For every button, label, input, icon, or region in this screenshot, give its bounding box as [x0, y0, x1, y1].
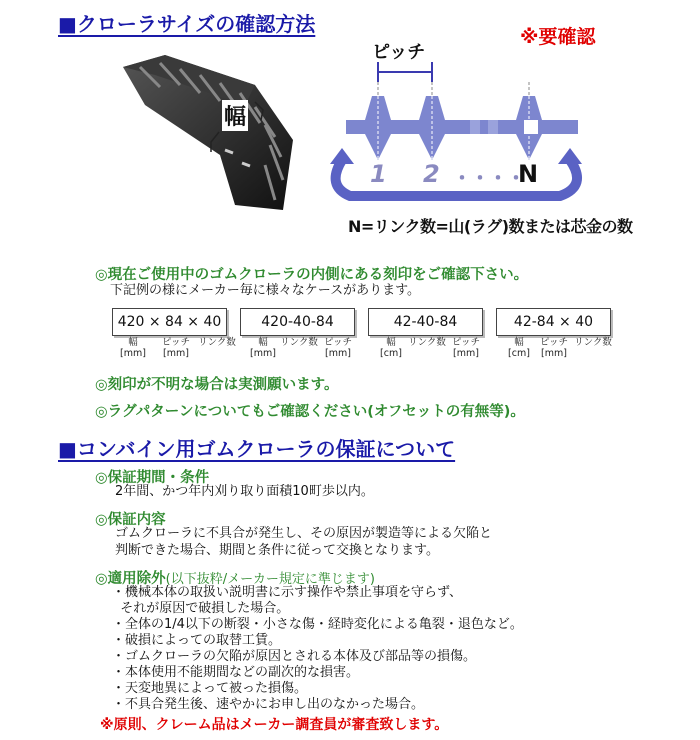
counter-n: N: [518, 160, 539, 188]
example-caption: ピッチ [mm]: [161, 337, 191, 359]
warranty-period-text: 2年間、かつ年内刈り取り面積10町歩以内。: [115, 484, 374, 499]
notice-heading: ◎現在ご使用中のゴムクローラの内側にある刻印をご確認下さい。: [95, 267, 529, 283]
notice-sub: 下記例の様にメーカー毎に様々なケースがあります。: [110, 283, 421, 298]
example-caption: リンク数: [574, 337, 612, 348]
example-caption: 幅 [cm]: [380, 337, 402, 359]
warranty-period-heading: ◎保証期間・条件: [95, 470, 210, 486]
example-caption: 幅 [mm]: [120, 337, 146, 359]
example-caption: ピッチ [mm]: [323, 337, 353, 359]
exclusion-item: ・機械本体の取扱い説明書に示す操作や禁止事項を守らず、: [112, 585, 462, 600]
example-box-4: 42-84 × 40: [496, 308, 611, 336]
exclusion-heading-text: ◎適用除外: [95, 571, 166, 587]
example-box-2: 420-40-84: [240, 308, 355, 336]
counter-1: 1: [370, 160, 387, 188]
confirm-badge: ※要確認: [520, 26, 596, 48]
counter-2: 2: [423, 160, 440, 188]
example-caption: ピッチ [mm]: [539, 337, 569, 359]
exclusion-item: ・本体使用不能期間などの副次的な損害。: [112, 665, 360, 680]
exclusion-heading-sub: (以下抜粋/メーカー規定に準じます): [165, 572, 375, 587]
closing-note: ※原則、クレーム品はメーカー調査員が審査致します。: [100, 717, 449, 733]
note-lug-pattern: ◎ラグパターンについてもご確認ください(オフセットの有無等)。: [95, 404, 525, 420]
pitch-label: ピッチ: [372, 42, 426, 63]
section1-title: ■クローラサイズの確認方法: [58, 12, 316, 36]
example-caption: ピッチ [mm]: [451, 337, 481, 359]
link-count-formula: N=リンク数=山(ラグ)数または芯金の数: [348, 217, 633, 236]
example-caption: リンク数: [280, 337, 318, 348]
counter-dots: ・・・・: [452, 166, 524, 190]
example-caption: 幅 [cm]: [508, 337, 530, 359]
warranty-content-heading: ◎保証内容: [95, 512, 166, 528]
section2-title: ■コンバイン用ゴムクローラの保証について: [58, 437, 456, 461]
note-measure: ◎刻印が不明な場合は実測願います。: [95, 377, 339, 393]
warranty-content-line: ゴムクローラに不具合が発生し、その原因が製造等による欠陥と: [115, 526, 493, 541]
example-caption: リンク数: [408, 337, 446, 348]
width-indicator-icon: [205, 98, 265, 158]
width-label: 幅: [222, 100, 248, 131]
exclusion-item: それが原因で破損した場合。: [112, 601, 290, 616]
exclusion-item: ・全体の1/4以下の断裂・小さな傷・経時変化による亀裂・退色など。: [112, 617, 523, 632]
exclusion-item: ・ゴムクローラの欠陥が原因とされる本体及び部品等の損傷。: [112, 649, 477, 664]
pitch-diagram: [320, 60, 620, 225]
example-box-3: 42-40-84: [368, 308, 483, 336]
exclusion-item: ・破損によっての取替工賃。: [112, 633, 282, 648]
example-caption: 幅 [mm]: [250, 337, 276, 359]
warranty-content-line: 判断できた場合、期間と条件に従って交換となります。: [115, 543, 439, 558]
example-caption: リンク数: [198, 337, 236, 348]
exclusion-item: ・天変地異によって被った損傷。: [112, 681, 308, 696]
exclusion-item: ・不具合発生後、速やかにお申し出のなかった場合。: [112, 697, 425, 712]
example-box-1: 420 × 84 × 40: [112, 308, 227, 336]
